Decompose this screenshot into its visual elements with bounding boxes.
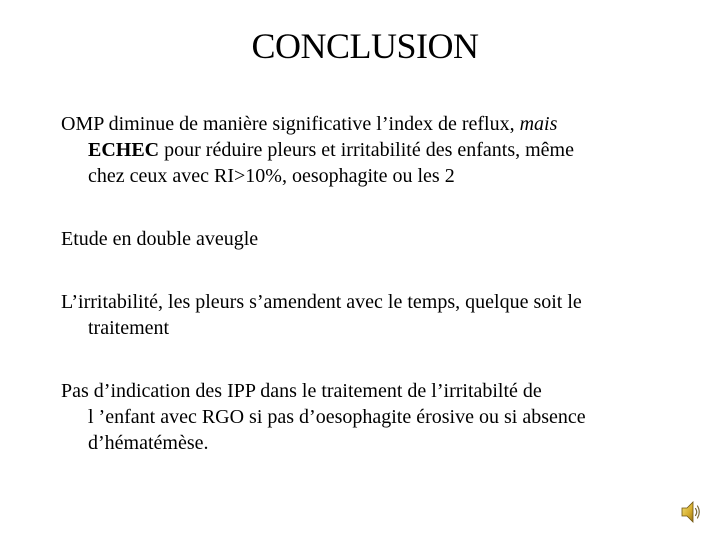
paragraph-line: d’hématémèse. bbox=[88, 432, 209, 454]
paragraph-line: Pas d’indication des IPP dans le traitement de l’irritabilté de bbox=[61, 380, 542, 402]
speaker-sound-icon[interactable] bbox=[680, 499, 702, 525]
speaker-icon-graphic bbox=[680, 499, 702, 525]
paragraph-line bbox=[61, 137, 711, 163]
paragraph-line: L’irritabilité, les pleurs s’amendent avec le temps, quelque soit le bbox=[61, 291, 582, 313]
paragraph-line: l ’enfant avec RGO si pas d’oesophagite érosive ou si absence bbox=[88, 406, 586, 428]
paragraph-line bbox=[61, 111, 711, 137]
slide-title: CONCLUSION bbox=[251, 26, 479, 66]
text-segment: OMP diminue de manière significative l’index de reflux, bbox=[61, 113, 520, 135]
paragraph-irritability bbox=[61, 289, 711, 341]
paragraph-line: chez ceux avec RI>10%, oesophagite ou les 2 bbox=[88, 165, 455, 187]
paragraph-line: traitement bbox=[88, 317, 170, 339]
paragraph-study bbox=[61, 226, 711, 252]
paragraph-line: Etude en double aveugle bbox=[61, 228, 259, 250]
paragraph-ipp bbox=[61, 378, 711, 456]
italic-text: mais bbox=[519, 113, 558, 135]
paragraph-omp bbox=[61, 111, 711, 189]
bold-text: ECHEC bbox=[88, 139, 160, 161]
text-segment: pour réduire pleurs et irritabilité des enfants, même bbox=[159, 139, 574, 161]
